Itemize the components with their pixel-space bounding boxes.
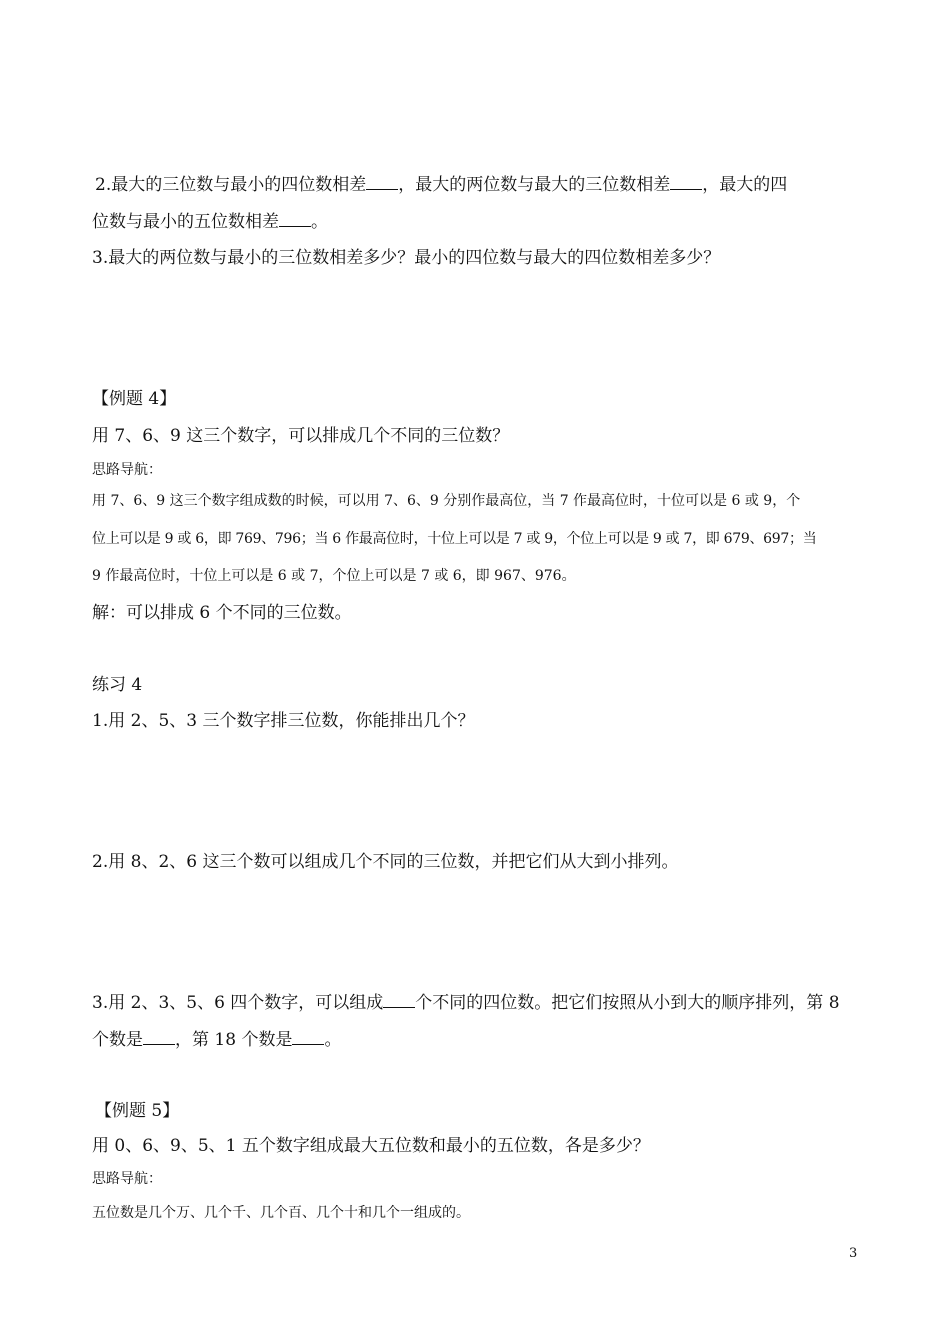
example4-guide-line1: 用 7、6、9 这三个数字组成数的时候，可以用 7、6、9 分别作最高位，当 7 作最高位时，十位可以是 6 或 9，个 bbox=[92, 493, 801, 509]
practice3-q2-text-c: ，最大的四 bbox=[702, 175, 788, 195]
example4-guide-label: 思路导航： bbox=[92, 462, 162, 478]
practice3-q2-text-a: 2.最大的三位数与最小的四位数相差 bbox=[95, 175, 367, 195]
practice3-q2-text-d: 位数与最小的五位数相差 bbox=[92, 212, 279, 232]
answer-blank[interactable] bbox=[670, 170, 702, 190]
example4-guide-line3: 9 作最高位时，十位上可以是 6 或 7，个位上可以是 7 或 6，即 967、976。 bbox=[92, 568, 576, 584]
practice3-q2-text-b: ，最大的两位数与最大的三位数相差 bbox=[398, 175, 671, 195]
practice4-q3-line2 bbox=[92, 1025, 341, 1050]
answer-blank[interactable] bbox=[366, 170, 398, 190]
practice4-q3-text-d: ，第 18 个数是 bbox=[175, 1030, 293, 1050]
practice4-q3-text-a: 3.用 2、3、5、6 四个数字，可以组成 bbox=[92, 993, 384, 1013]
page-number: 3 bbox=[849, 1246, 858, 1261]
practice4-q3-line1 bbox=[92, 988, 840, 1013]
practice4-q3-text-b: 个不同的四位数。把它们按照从小到大的顺序排列，第 8 bbox=[415, 993, 840, 1013]
example5-guide-label: 思路导航： bbox=[92, 1171, 162, 1187]
example5-title: 【例题 5】 bbox=[95, 1101, 180, 1121]
practice3-q2-line1 bbox=[95, 170, 787, 195]
practice4-q3-text-c: 个数是 bbox=[92, 1030, 143, 1050]
practice3-q2-text-e: 。 bbox=[311, 212, 328, 232]
example4-answer: 解：可以排成 6 个不同的三位数。 bbox=[92, 603, 352, 623]
practice3-q2-line2 bbox=[92, 207, 328, 232]
example4-guide-line2: 位上可以是 9 或 6，即 769、796；当 6 作最高位时，十位上可以是 7 或 9，个位上可以是 9 或 7，即 679、697；当 bbox=[92, 531, 817, 547]
example5-guide-line1: 五位数是几个万、几个千、几个百、几个十和几个一组成的。 bbox=[92, 1205, 470, 1221]
example5-question: 用 0、6、9、5、1 五个数字组成最大五位数和最小的五位数，各是多少？ bbox=[92, 1136, 650, 1156]
practice4-q3-text-e: 。 bbox=[324, 1030, 342, 1050]
answer-blank[interactable] bbox=[292, 1025, 324, 1045]
answer-blank[interactable] bbox=[383, 988, 415, 1008]
practice4-q1: 1.用 2、5、3 三个数字排三位数，你能排出几个？ bbox=[92, 711, 475, 731]
example4-title: 【例题 4】 bbox=[92, 389, 177, 409]
practice3-q3: 3.最大的两位数与最小的三位数相差多少？最小的四位数与最大的四位数相差多少？ bbox=[92, 248, 721, 268]
answer-blank[interactable] bbox=[143, 1025, 175, 1045]
answer-blank[interactable] bbox=[279, 207, 311, 227]
practice4-q2: 2.用 8、2、6 这三个数可以组成几个不同的三位数，并把它们从大到小排列。 bbox=[92, 852, 679, 872]
example4-question: 用 7、6、9 这三个数字，可以排成几个不同的三位数？ bbox=[92, 426, 510, 446]
practice4-title: 练习 4 bbox=[92, 675, 143, 695]
